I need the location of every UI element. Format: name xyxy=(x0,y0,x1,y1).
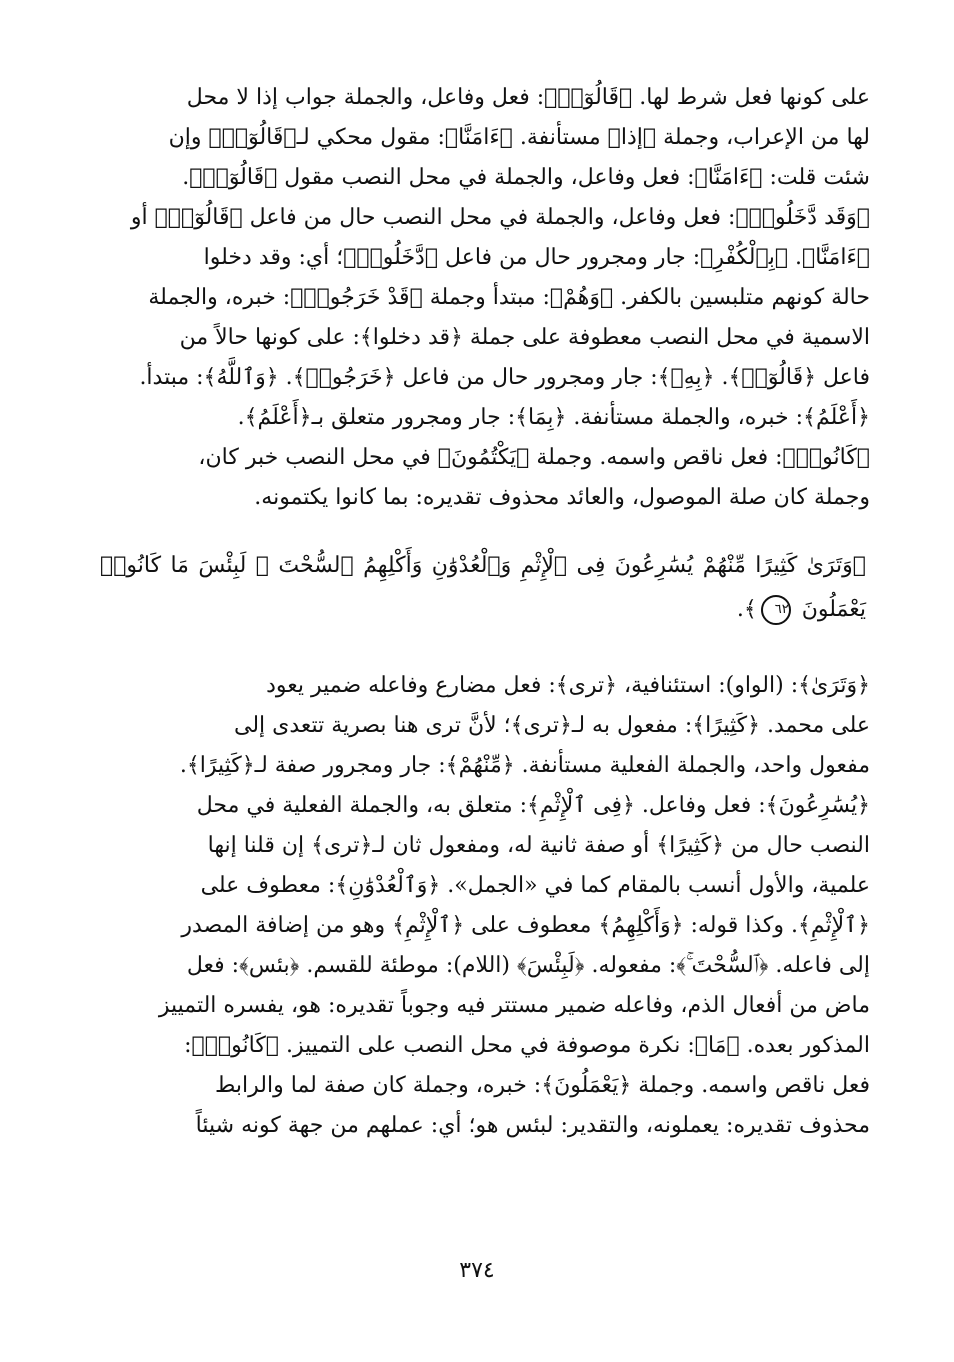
text-line: على محمد. ﴿كَثِيرًا﴾: مفعول به لـ﴿ترى﴾؛ لأنَّ ترى هنا بصرية تتعدى إلى xyxy=(234,713,870,738)
text-line: ﴿كَانُوا۟﴾: فعل ناقص واسمه. وجملة ﴿يَكْتُمُونَ﴾ في محل النصب خبر كان، xyxy=(198,445,870,470)
text-line: ﴿ءَامَنَّا﴾. ﴿بِٱلْكُفْرِ﴾: جار ومجرور حال من فاعل ﴿دَّخَلُوا۟﴾؛ أي: وقد دخلوا xyxy=(203,245,870,270)
text-line: ﴿وَقَد دَّخَلُوا۟﴾: فعل وفاعل، والجملة في محل النصب حال من فاعل ﴿قَالُوٓا۟﴾ أو xyxy=(130,205,870,230)
page-body xyxy=(100,78,870,1146)
text-line: إلى فاعله. ﴿ٱلسُّحْتَ ۚ﴾: مفعوله. ﴿لَبِئْسَ﴾ (اللام): موطئة للقسم. ﴿بئس﴾: فعل xyxy=(186,953,870,978)
text-line: ﴿ٱلْإِثْمِ﴾. وكذا قوله: ﴿وَأَكْلِهِمُ﴾ معطوف على ﴿ٱلْإِثْمِ﴾ وهو من إضافة المصدر xyxy=(181,913,870,938)
text-line: لها من الإعراب، وجملة ﴿إذا﴾ مستأنفة. ﴿ءَامَنَّا﴾: مقول محكي لـ﴿قَالُوٓا۟﴾ وإن xyxy=(168,125,870,150)
text-line: النصب حال من ﴿كَثِيرًا﴾ أو صفة ثانية له، ومفعول ثان لـ﴿ترى﴾ إن قلنا إنها xyxy=(207,833,870,858)
page-number: ٣٧٤ xyxy=(459,1258,495,1283)
bottom-paragraph xyxy=(100,666,870,1146)
text-line: محذوف تقديره: يعملونه، والتقدير: لبئس هو؛ أي: عملهم من جهة كونه شيئاً xyxy=(195,1113,870,1138)
text-line: فاعل ﴿قَالُوٓا۟﴾. ﴿بِهِۦ﴾: جار ومجرور حال من فاعل ﴿خَرَجُوا۟﴾. ﴿وَٱللَّهُ﴾: مبتدأ. xyxy=(139,365,870,390)
text-line: شئت قلت: ﴿ءَامَنَّا﴾: فعل وفاعل، والجملة في محل النصب مقول ﴿قَالُوٓا۟﴾. xyxy=(182,165,870,190)
top-paragraph xyxy=(100,78,870,518)
ayah-number-marker: ٦٢ xyxy=(761,595,791,625)
text-line: علمية، والأول أنسب بالمقام كما في «الجمل». ﴿وَٱلْعُدْوَٰنِ﴾: معطوف على xyxy=(200,873,870,898)
text-line: وجملة كان صلة الموصول، والعائد محذوف تقديره: بما كانوا يكتمونه. xyxy=(254,485,870,510)
verse-closing: ﴾. xyxy=(736,597,757,622)
text-line: المذكور بعده. ﴿مَا﴾: نكرة موصوفة في محل النصب على التمييز. ﴿كَانُوا۟﴾: xyxy=(184,1033,870,1058)
verse-text: ﴿وَتَرَىٰ كَثِيرًا مِّنْهُمْ يُسَٰرِعُونَ فِى ٱلْإِثْمِ وَٱلْعُدْوَٰنِ وَأَكْلِهِمُ ٱلسُّحْتَ ۚ لَبِئْسَ مَا كَانُوا۟ يَعْمَلُونَ xyxy=(100,553,866,622)
text-line: ﴿وَتَرَىٰ﴾: (الواو): استئنافية، ﴿ترى﴾: فعل مضارع وفاعله ضمير يعود xyxy=(266,673,870,698)
text-line: مفعول واحد، والجملة الفعلية مستأنفة. ﴿مِّنْهُمْ﴾: جار ومجرور صفة لـ﴿كَثِيرًا﴾. xyxy=(179,753,870,778)
text-line: فعل ناقص واسمه. وجملة ﴿يَعْمَلُونَ﴾: خبره، وجملة كان صفة لما والرابط xyxy=(215,1073,870,1098)
text-line: حالة كونهم متلبسين بالكفر. ﴿وَهُمْ﴾: مبتدأ وجملة ﴿قَدْ خَرَجُوا۟﴾: خبره، والجملة xyxy=(148,285,870,310)
text-line: على كونها فعل شرط لها. ﴿قَالُوٓا۟﴾: فعل وفاعل، والجملة جواب إذا لا محل xyxy=(186,85,870,110)
quran-verse xyxy=(100,544,870,632)
text-line: ماض من أفعال الذم، وفاعله ضمير مستتر فيه وجوباً تقديره: هو، يفسره التمييز xyxy=(158,993,870,1018)
text-line: ﴿أَعْلَمُ﴾: خبره، والجملة مستأنفة. ﴿بِمَا﴾: جار ومجرور متعلق بـ﴿أَعْلَمُ﴾. xyxy=(237,405,870,430)
text-line: الاسمية في محل النصب معطوفة على جملة ﴿قد دخلوا﴾: على كونها حالاً من xyxy=(179,325,870,350)
text-line: ﴿يُسَٰرِعُونَ﴾: فعل وفاعل. ﴿فِى ٱلْإِثْمِ﴾: متعلق به، والجملة الفعلية في محل xyxy=(196,793,870,818)
